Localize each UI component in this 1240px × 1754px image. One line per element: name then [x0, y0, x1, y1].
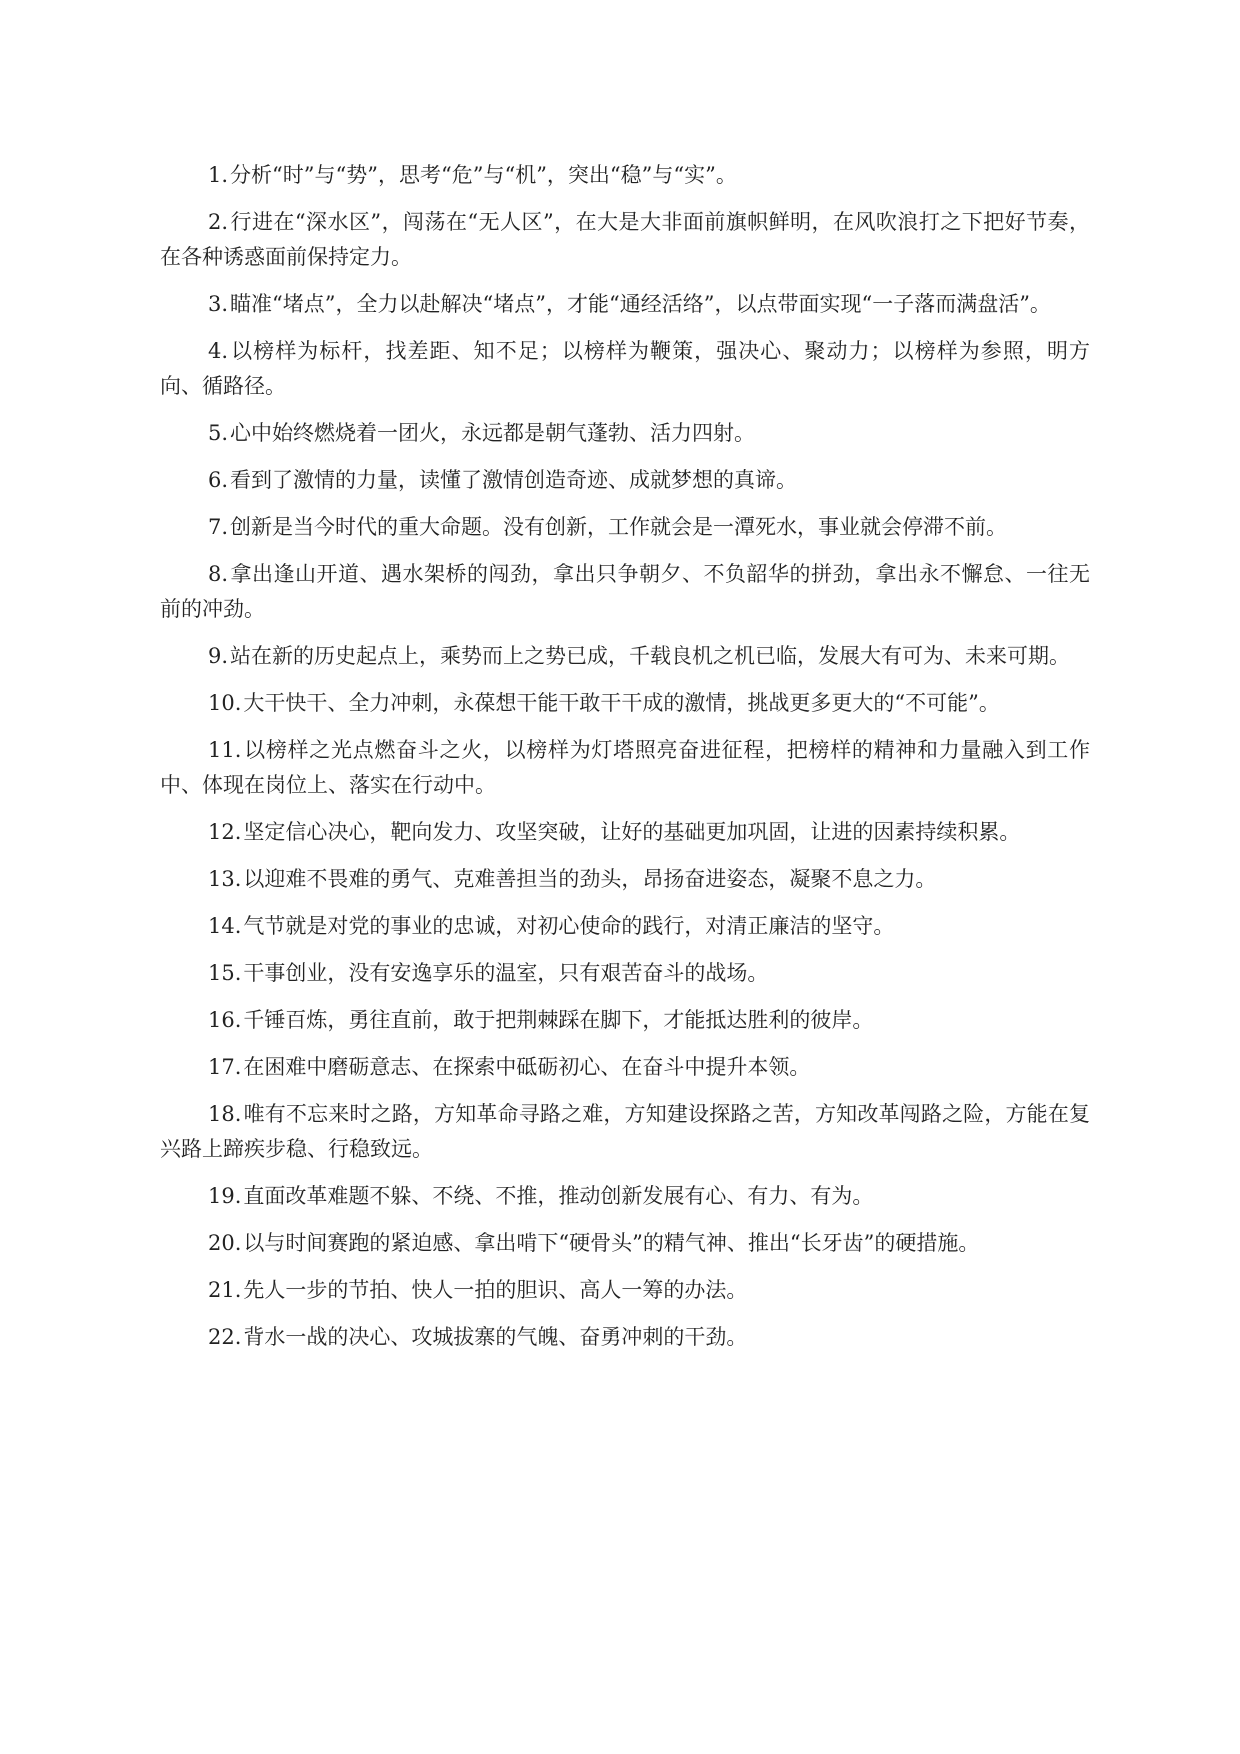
list-item: [160, 416, 1090, 451]
item-number: 22.: [208, 1325, 242, 1349]
list-item: [160, 510, 1090, 545]
list-item: [160, 639, 1090, 674]
list-item: [160, 334, 1090, 404]
item-text: 以与时间赛跑的紧迫感、拿出啃下“硬骨头”的精气神、推出“长牙齿”的硬措施。: [243, 1231, 980, 1255]
list-item: [160, 733, 1090, 803]
item-number: 8.: [208, 562, 229, 586]
item-number: 18.: [208, 1102, 242, 1126]
item-number: 11.: [208, 738, 242, 762]
list-item: [160, 862, 1090, 897]
item-number: 19.: [208, 1184, 242, 1208]
item-text: 背水一战的决心、攻城拔寨的气魄、奋勇冲刺的干劲。: [243, 1325, 748, 1349]
item-text: 气节就是对党的事业的忠诚，对初心使命的践行，对清正廉洁的坚守。: [243, 914, 895, 938]
item-text: 大干快干、全力冲刺，永葆想干能干敢干干成的激情，挑战更多更大的“不可能”。: [243, 691, 1000, 715]
item-number: 5.: [208, 421, 229, 445]
list-item: [160, 1226, 1090, 1261]
list-item: [160, 287, 1090, 322]
item-text: 分析“时”与“势”，思考“危”与“机”，突出“稳”与“实”。: [230, 163, 737, 187]
list-item: [160, 815, 1090, 850]
item-text: 唯有不忘来时之路，方知革命寻路之难，方知建设探路之苦，方知改革闯路之险，方能在复兴路上蹄疾步稳、行稳致远。: [160, 1102, 1090, 1161]
item-text: 直面改革难题不躲、不绕、不推，推动创新发展有心、有力、有为。: [243, 1184, 874, 1208]
list-item: [160, 956, 1090, 991]
list-item: [160, 463, 1090, 498]
item-number: 15.: [208, 961, 242, 985]
list-item: [160, 686, 1090, 721]
item-number: 21.: [208, 1278, 242, 1302]
item-number: 1.: [208, 163, 229, 187]
item-text: 以榜样之光点燃奋斗之火，以榜样为灯塔照亮奋进征程，把榜样的精神和力量融入到工作中、体现在岗位上、落实在行动中。: [160, 738, 1090, 797]
item-number: 13.: [208, 867, 242, 891]
list-item: [160, 1179, 1090, 1214]
list-item: [160, 1050, 1090, 1085]
item-number: 12.: [208, 820, 242, 844]
item-text: 瞄准“堵点”，全力以赴解决“堵点”，才能“通经活络”，以点带面实现“一子落而满盘活”。: [230, 292, 1051, 316]
item-number: 9.: [208, 644, 229, 668]
item-number: 7.: [208, 515, 229, 539]
list-item: [160, 158, 1090, 193]
item-text: 千锤百炼，勇往直前，敢于把荆棘踩在脚下，才能抵达胜利的彼岸。: [243, 1008, 874, 1032]
item-number: 16.: [208, 1008, 242, 1032]
numbered-list: [160, 158, 1090, 1367]
item-number: 17.: [208, 1055, 242, 1079]
item-text: 心中始终燃烧着一团火，永远都是朝气蓬勃、活力四射。: [230, 421, 756, 445]
item-number: 20.: [208, 1231, 242, 1255]
item-text: 干事创业，没有安逸享乐的温室，只有艰苦奋斗的战场。: [243, 961, 769, 985]
item-text: 拿出逢山开道、遇水架桥的闯劲，拿出只争朝夕、不负韶华的拼劲，拿出永不懈怠、一往无前的冲劲。: [160, 562, 1090, 621]
item-number: 3.: [208, 292, 229, 316]
item-text: 在困难中磨砺意志、在探索中砥砺初心、在奋斗中提升本领。: [243, 1055, 811, 1079]
list-item: [160, 909, 1090, 944]
item-text: 看到了激情的力量，读懂了激情创造奇迹、成就梦想的真谛。: [230, 468, 798, 492]
list-item: [160, 557, 1090, 627]
item-text: 站在新的历史起点上，乘势而上之势已成，千载良机之机已临，发展大有可为、未来可期。: [230, 644, 1071, 668]
list-item: [160, 1097, 1090, 1167]
item-number: 10.: [208, 691, 242, 715]
item-number: 6.: [208, 468, 229, 492]
item-text: 坚定信心决心，靶向发力、攻坚突破，让好的基础更加巩固，让进的因素持续积累。: [243, 820, 1021, 844]
list-item: [160, 1320, 1090, 1355]
list-item: [160, 205, 1090, 275]
item-text: 以迎难不畏难的勇气、克难善担当的劲头，昂扬奋进姿态，凝聚不息之力。: [243, 867, 937, 891]
list-item: [160, 1273, 1090, 1308]
item-number: 2.: [208, 210, 229, 234]
item-number: 4.: [208, 339, 229, 363]
list-item: [160, 1003, 1090, 1038]
item-text: 先人一步的节拍、快人一拍的胆识、高人一筹的办法。: [243, 1278, 748, 1302]
item-text: 创新是当今时代的重大命题。没有创新，工作就会是一潭死水，事业就会停滞不前。: [230, 515, 1008, 539]
item-text: 行进在“深水区”，闯荡在“无人区”，在大是大非面前旗帜鲜明，在风吹浪打之下把好节奏，在各种诱惑面前保持定力。: [160, 210, 1090, 269]
item-text: 以榜样为标杆，找差距、知不足；以榜样为鞭策，强决心、聚动力；以榜样为参照，明方向、循路径。: [160, 339, 1090, 398]
item-number: 14.: [208, 914, 242, 938]
